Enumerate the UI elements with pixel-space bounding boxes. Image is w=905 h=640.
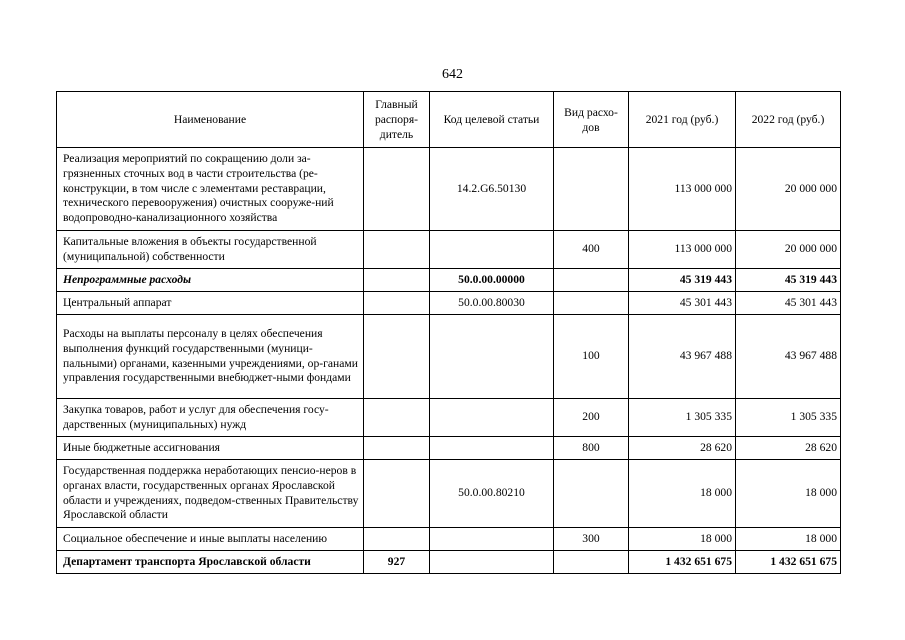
row-type [554,292,629,315]
row-name: Социальное обеспечение и иные выплаты населению [57,528,364,551]
header-main-manager: Главный распоря-дитель [364,92,430,148]
table-row [57,437,841,460]
row-2022: 1 305 335 [736,399,841,437]
row-manager [364,460,430,528]
row-code: 50.0.00.80030 [430,292,554,315]
row-code [430,315,554,399]
header-name: Наименование [57,92,364,148]
table-row [57,315,841,399]
table-row [57,551,841,574]
page-number: 642 [442,67,463,82]
header-year-2022: 2022 год (руб.) [736,92,841,148]
row-name: Реализация мероприятий по сокращению доли за-грязненных сточных вод в части строительства (ре-конструкции, в том числе с элементами реставрации, технического перевооружения) очистных сооруже-ний водопроводно-канализационного хозяйства [57,148,364,231]
row-name: Капитальные вложения в объекты государственной (муниципальной) собственности [57,231,364,269]
row-2021: 45 301 443 [629,292,736,315]
row-2021: 28 620 [629,437,736,460]
row-type [554,551,629,574]
row-manager [364,528,430,551]
row-manager: 927 [364,551,430,574]
row-code [430,231,554,269]
row-2022: 43 967 488 [736,315,841,399]
row-type: 300 [554,528,629,551]
table-row [57,148,841,231]
row-2022: 18 000 [736,528,841,551]
table-row [57,528,841,551]
row-manager [364,269,430,292]
row-2021: 1 432 651 675 [629,551,736,574]
row-name: Иные бюджетные ассигнования [57,437,364,460]
row-code: 14.2.G6.50130 [430,148,554,231]
row-2022: 28 620 [736,437,841,460]
row-code: 50.0.00.80210 [430,460,554,528]
row-2022: 45 319 443 [736,269,841,292]
row-2021: 1 305 335 [629,399,736,437]
row-2022: 18 000 [736,460,841,528]
row-manager [364,292,430,315]
row-2021: 18 000 [629,528,736,551]
row-name: Центральный аппарат [57,292,364,315]
row-2022: 45 301 443 [736,292,841,315]
row-type [554,460,629,528]
table-row [57,269,841,292]
row-type: 200 [554,399,629,437]
row-type: 400 [554,231,629,269]
row-manager [364,437,430,460]
row-manager [364,148,430,231]
row-2021: 43 967 488 [629,315,736,399]
row-type [554,269,629,292]
row-name: Департамент транспорта Ярославской области [57,551,364,574]
row-manager [364,315,430,399]
budget-table [56,91,841,574]
row-name: Государственная поддержка неработающих пенсио-неров в органах власти, государственных органах Ярославской области и учреждениях, подведом-ственных Правительству Ярославской области [57,460,364,528]
row-code: 50.0.00.00000 [430,269,554,292]
row-manager [364,399,430,437]
row-2021: 113 000 000 [629,231,736,269]
header-target-code: Код целевой статьи [430,92,554,148]
header-year-2021: 2021 год (руб.) [629,92,736,148]
row-type [554,148,629,231]
header-row [57,92,841,148]
row-2021: 113 000 000 [629,148,736,231]
row-manager [364,231,430,269]
row-code [430,399,554,437]
row-code [430,528,554,551]
table-row [57,231,841,269]
header-expense-type: Вид расхо-дов [554,92,629,148]
table-row [57,460,841,528]
row-2022: 20 000 000 [736,148,841,231]
row-2021: 18 000 [629,460,736,528]
row-name: Непрограммные расходы [57,269,364,292]
table-row [57,399,841,437]
row-2022: 20 000 000 [736,231,841,269]
row-name: Закупка товаров, работ и услуг для обеспечения госу-дарственных (муниципальных) нужд [57,399,364,437]
row-code [430,437,554,460]
row-code [430,551,554,574]
table-row [57,292,841,315]
row-2022: 1 432 651 675 [736,551,841,574]
row-2021: 45 319 443 [629,269,736,292]
row-type: 100 [554,315,629,399]
row-name: Расходы на выплаты персоналу в целях обеспечения выполнения функций государственными (муници-пальными) органами, казенными учреждениями, ор-ганами управления государственными внебюджет-ными фондами [57,315,364,399]
row-type: 800 [554,437,629,460]
